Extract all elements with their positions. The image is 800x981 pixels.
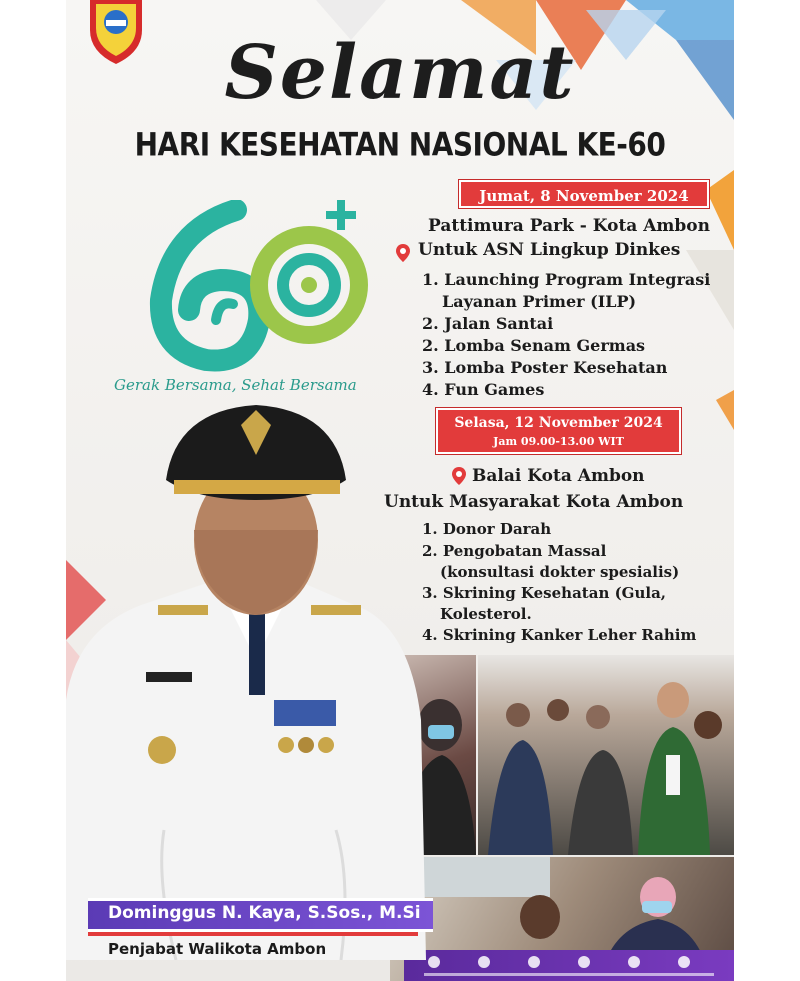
- event2-item: 2. Pengobatan Massal: [422, 542, 607, 560]
- photo-crowd: [478, 655, 734, 855]
- event2-time: Jam 09.00-13.00 WIT: [493, 435, 624, 448]
- event1-item: 4. Fun Games: [422, 380, 545, 399]
- poster: [66, 0, 734, 981]
- location-pin-icon: [452, 467, 466, 485]
- event1-audience: Untuk ASN Lingkup Dinkes: [418, 240, 681, 260]
- event1-item: 3. Lomba Poster Kesehatan: [422, 358, 668, 377]
- event1-date-badge: [459, 180, 709, 208]
- event1-location: Pattimura Park - Kota Ambon: [428, 216, 711, 236]
- location-pin-icon: [396, 244, 410, 262]
- event2-date: Selasa, 12 November 2024: [454, 415, 663, 431]
- main-title: HARI KESEHATAN NASIONAL KE-60: [134, 125, 666, 164]
- event1-item: 2. Jalan Santai: [422, 314, 554, 333]
- event2-item: 4. Skrining Kanker Leher Rahim: [422, 626, 697, 644]
- event2-item: (konsultasi dokter spesialis): [440, 563, 680, 581]
- hkn-60-logo-icon: [141, 200, 381, 380]
- person-name: Dominggus N. Kaya, S.Sos., M.Si: [108, 903, 421, 923]
- event2-item: 3. Skrining Kesehatan (Gula,: [422, 584, 667, 602]
- greeting-script-title: Selamat: [224, 30, 576, 116]
- event2-audience: Untuk Masyarakat Kota Ambon: [384, 492, 684, 512]
- social-media-footer: [404, 950, 734, 981]
- event2-item: 1. Donor Darah: [422, 520, 552, 538]
- nameplate-accent: [88, 932, 418, 936]
- person-role: Penjabat Walikota Ambon: [108, 940, 327, 958]
- logo-tagline: Gerak Bersama, Sehat Bersama: [114, 376, 357, 394]
- event1-item: 1. Launching Program Integrasi: [422, 270, 711, 289]
- event1-item: 2. Lomba Senam Germas: [422, 336, 646, 355]
- event2-location: Balai Kota Ambon: [472, 466, 645, 486]
- official-portrait: [66, 400, 426, 960]
- event2-date-badge: [436, 408, 681, 454]
- event1-date: Jumat, 8 November 2024: [479, 187, 689, 205]
- event2-item: Kolesterol.: [440, 605, 532, 623]
- event1-item: Layanan Primer (ILP): [442, 292, 637, 311]
